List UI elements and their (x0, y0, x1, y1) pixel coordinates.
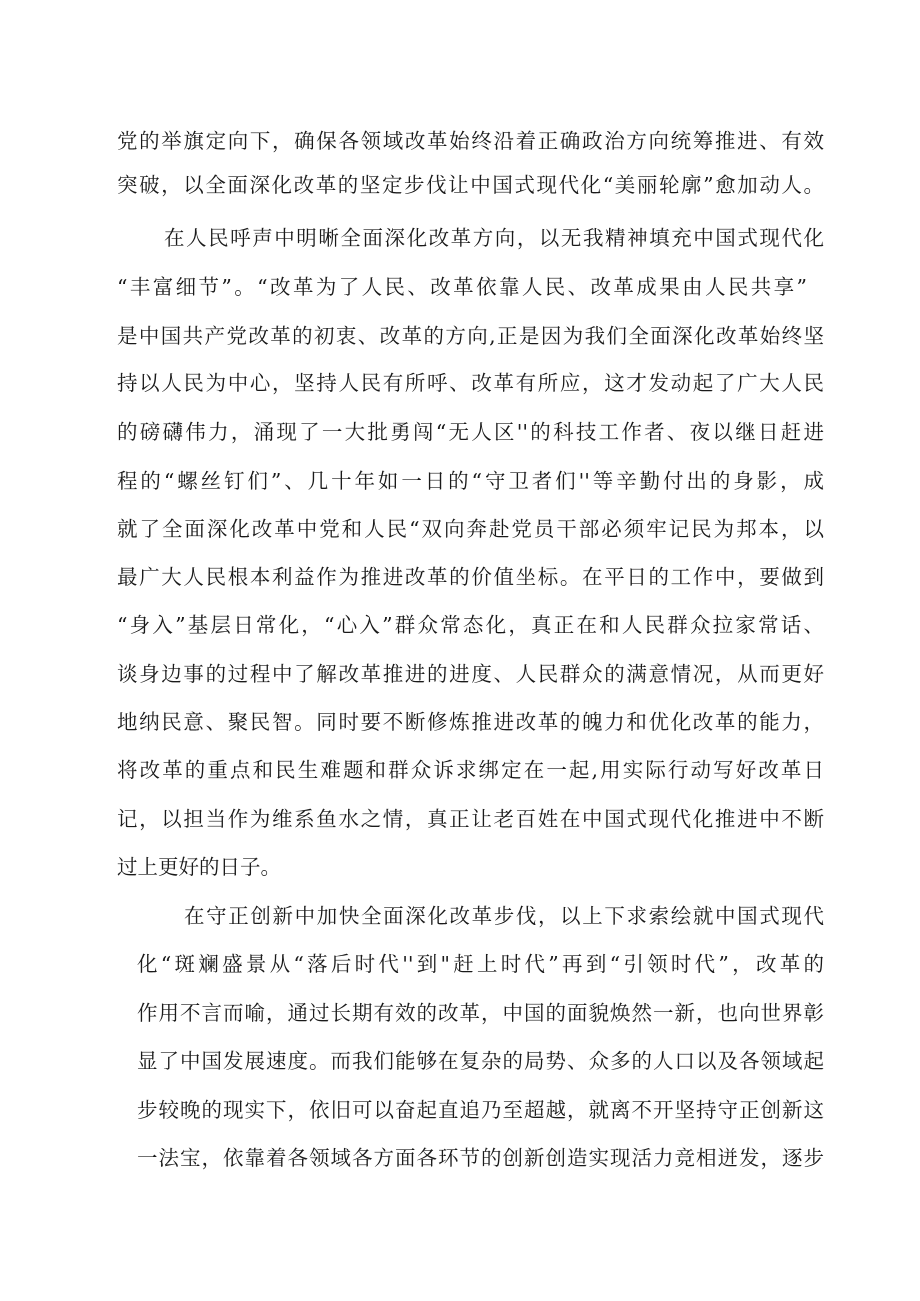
text-line: 就了全面深化改革中党和人民“双向奔赴党员干部必须牢记民为邦本，以 (117, 517, 824, 541)
text-line: 作用不言而喻，通过长期有效的改革，中国的面貌焕然一新，也向世界彰 (137, 1001, 824, 1025)
text-line: 持以人民为中心，坚持人民有所呼、改革有所应，这才发动起了广大人民 (117, 371, 824, 395)
text-line: 一法宝，依靠着各领域各方面各环节的创新创造实现活力竞相迸发，逐步 (137, 1146, 824, 1170)
text-line: 是中国共产党改革的初衷、改革的方向,正是因为我们全面深化改革始终坚 (117, 324, 824, 348)
text-line: 的磅礴伟力，涌现了一大批勇闯“无人区''的科技工作者、夜以继日赶进 (117, 420, 824, 444)
text-line: 程的“螺丝钉们”、几十年如一日的“守卫者们''等辛勤付出的身影，成 (117, 469, 824, 493)
paragraph-last-line: 过上更好的日子。 (117, 855, 281, 879)
paragraph-first-line: 在人民呼声中明晰全面深化改革方向，以无我精神填充中国式现代化 (164, 226, 824, 250)
text-line: 突破，以全面深化改革的坚定步伐让中国式现代化“美丽轮廓”愈加动人。 (117, 173, 824, 197)
text-line: 最广大人民根本利益作为推进改革的价值坐标。在平日的工作中，要做到 (117, 565, 824, 589)
text-line: 将改革的重点和民生难题和群众诉求绑定在一起,用实际行动写好改革日 (117, 758, 824, 782)
text-line: 步较晚的现实下，依旧可以奋起直追乃至超越，就离不开坚持守正创新这 (137, 1098, 824, 1122)
text-line: 记，以担当作为维系鱼水之情，真正让老百姓在中国式现代化推进中不断 (117, 807, 824, 831)
text-line: 谈身边事的过程中了解改革推进的进度、人民群众的满意情况，从而更好 (117, 662, 824, 686)
text-line: 显了中国发展速度。而我们能够在复杂的局势、众多的人口以及各领域起 (137, 1049, 824, 1073)
text-line: “丰富细节”。“改革为了人民、改革依靠人民、改革成果由人民共享” (117, 275, 807, 299)
text-line: 地纳民意、聚民智。同时要不断修炼推进改革的魄力和优化改革的能力， (117, 710, 824, 734)
paragraph-first-line: 在守正创新中加快全面深化改革步伐，以上下求索绘就中国式现代 (184, 904, 824, 928)
text-line: “身入”基层日常化，“心入”群众常态化，真正在和人民群众拉家常话、 (117, 613, 824, 637)
text-line: 党的举旗定向下，确保各领域改革始终沿着正确政治方向统筹推进、有效 (117, 129, 824, 153)
text-line: 化“斑斓盛景从“落后时代''到"赶上时代”再到“引领时代”，改革的 (137, 952, 824, 976)
